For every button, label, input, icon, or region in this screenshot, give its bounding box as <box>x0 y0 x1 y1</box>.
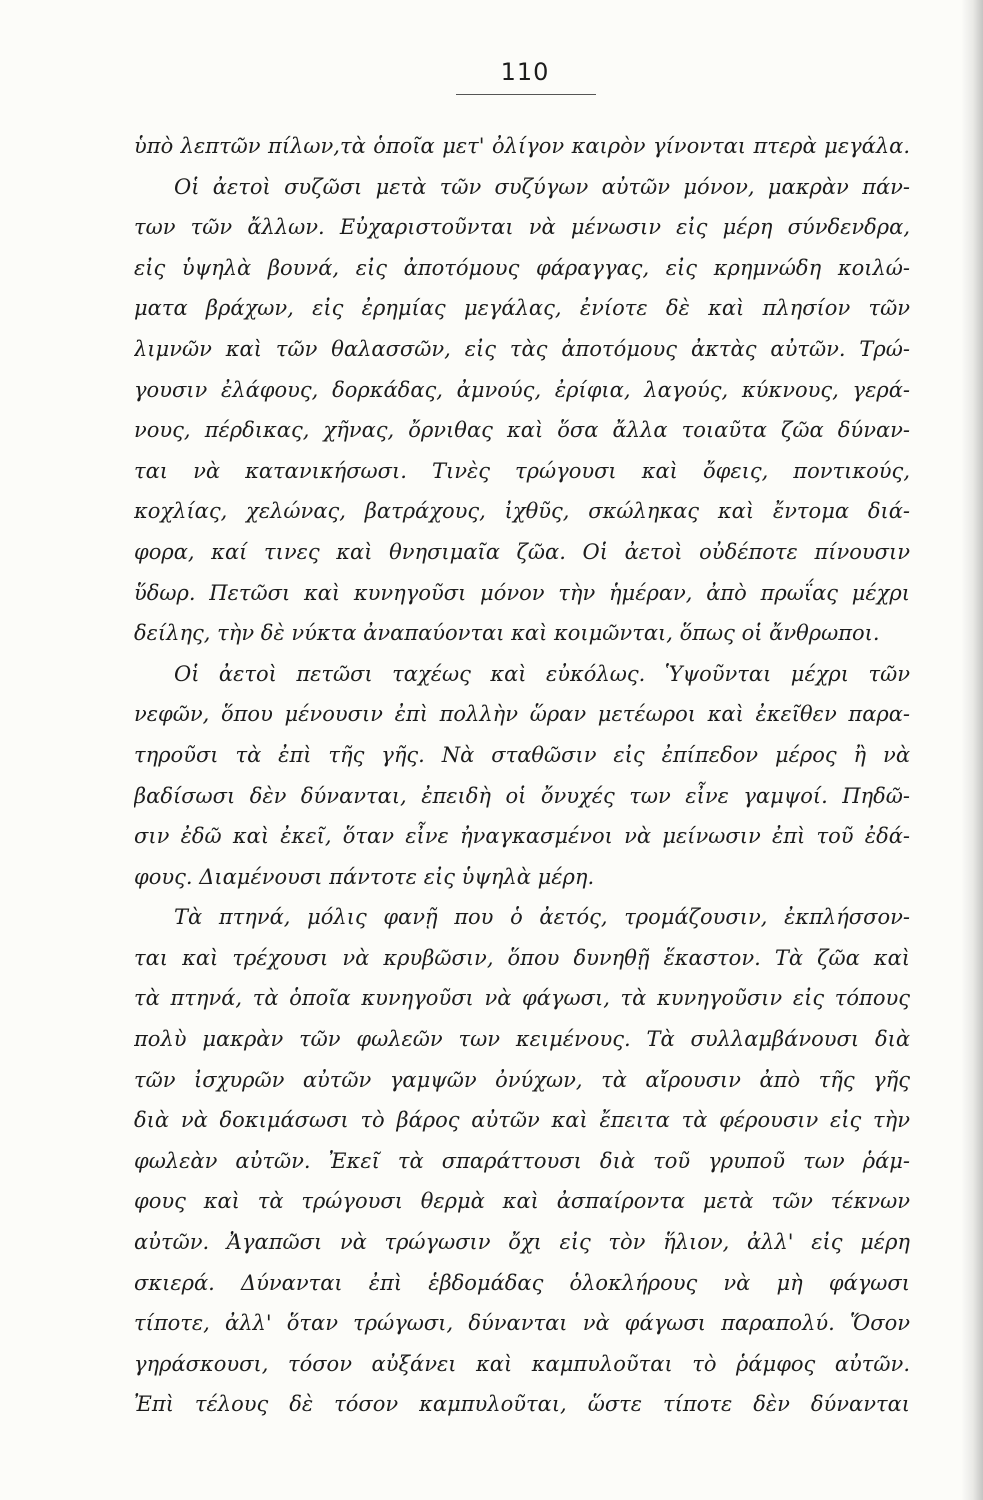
text-line: Οἱ ἀετοὶ συζῶσι μετὰ τῶν συζύγων αὐτῶν μόνον, μακρὰν πάν- <box>174 174 910 199</box>
text-line: αὐτῶν. Ἀγαπῶσι νὰ τρώγωσιν ὄχι εἰς τὸν ἥλιον, ἀλλ' εἰς μέρη <box>134 1230 910 1255</box>
text-line: εἰς ὑψηλὰ βουνά, εἰς ἀποτόμους φάραγγας, εἰς κρημνώδη κοιλώ- <box>134 255 910 280</box>
text-line: βαδίσωσι δὲν δύνανται, ἐπειδὴ οἱ ὄνυχές των εἶνε γαμψοί. Πηδῶ- <box>134 783 910 808</box>
text-line: νους, πέρδικας, χῆνας, ὄρνιθας καὶ ὅσα ἄλλα τοιαῦτα ζῶα δύναν- <box>134 418 910 443</box>
page-number: 110 <box>500 58 550 86</box>
page-edge-shadow <box>961 0 983 1500</box>
text-line: Τὰ πτηνά, μόλις φανῇ που ὁ ἀετός, τρομάζουσιν, ἐκπλήσσον- <box>174 905 910 930</box>
text-line: Οἱ ἀετοὶ πετῶσι ταχέως καὶ εὐκόλως. Ὑψοῦνται μέχρι τῶν <box>174 661 910 686</box>
text-line: φους καὶ τὰ τρώγουσι θερμὰ καὶ ἀσπαίροντα μετὰ τῶν τέκνων <box>134 1189 910 1214</box>
text-line: Ἐπὶ τέλους δὲ τόσον καμπυλοῦται, ὥστε τίποτε δὲν δύνανται <box>134 1392 910 1417</box>
text-line: λιμνῶν καὶ τῶν θαλασσῶν, εἰς τὰς ἀποτόμους ἀκτὰς αὐτῶν. Τρώ- <box>134 336 910 361</box>
text-line: ὑπὸ λεπτῶν πίλων,τὰ ὁποῖα μετ' ὀλίγον καιρὸν γίνονται πτερὰ μεγάλα. <box>134 134 910 158</box>
text-line: σιν ἐδῶ καὶ ἐκεῖ, ὅταν εἶνε ἠναγκασμένοι νὰ μείνωσιν ἐπὶ τοῦ ἐδά- <box>134 824 910 849</box>
text-line: ται νὰ κατανικήσωσι. Τινὲς τρώγουσι καὶ ὄφεις, ποντικούς, <box>134 458 910 483</box>
text-line: τὰ πτηνά, τὰ ὁποῖα κυνηγοῦσι νὰ φάγωσι, τὰ κυνηγοῦσιν εἰς τόπους <box>134 986 910 1011</box>
text-line: δείλης, τὴν δὲ νύκτα ἀναπαύονται καὶ κοιμῶνται, ὅπως οἱ ἄνθρωποι. <box>134 621 880 646</box>
text-line: ται καὶ τρέχουσι νὰ κρυβῶσιν, ὅπου δυνηθῇ ἕκαστον. Τὰ ζῶα καὶ <box>134 945 910 970</box>
text-line: τίποτε, ἀλλ' ὅταν τρώγωσι, δύνανται νὰ φάγωσι παραπολύ. Ὅσον <box>134 1311 910 1336</box>
text-line: πολὺ μακρὰν τῶν φωλεῶν των κειμένους. Τὰ συλλαμβάνουσι διὰ <box>134 1027 910 1052</box>
text-line: τῶν ἰσχυρῶν αὐτῶν γαμψῶν ὀνύχων, τὰ αἴρουσιν ἀπὸ τῆς γῆς <box>134 1067 910 1092</box>
text-line: διὰ νὰ δοκιμάσωσι τὸ βάρος αὐτῶν καὶ ἔπειτα τὰ φέρουσιν εἰς τὴν <box>134 1108 910 1133</box>
text-line: φωλεὰν αὐτῶν. Ἐκεῖ τὰ σπαράττουσι διὰ τοῦ γρυποῦ των ῥάμ- <box>134 1148 910 1173</box>
text-line: φους. Διαμένουσι πάντοτε εἰς ὑψηλὰ μέρη. <box>134 864 595 889</box>
text-line: τηροῦσι τὰ ἐπὶ τῆς γῆς. Νὰ σταθῶσιν εἰς ἐπίπεδον μέρος ἢ νὰ <box>134 742 910 767</box>
text-line: ματα βράχων, εἰς ἐρημίας μεγάλας, ἐνίοτε δὲ καὶ πλησίον τῶν <box>134 296 910 321</box>
text-line: γηράσκουσι, τόσον αὐξάνει καὶ καμπυλοῦται τὸ ῥάμφος αὐτῶν. <box>134 1351 910 1376</box>
text-line: νεφῶν, ὅπου μένουσιν ἐπὶ πολλὴν ὥραν μετέωροι καὶ ἐκεῖθεν παρα- <box>134 702 910 727</box>
text-line: φορα, καί τινες καὶ θνησιμαῖα ζῶα. Οἱ ἀετοὶ οὐδέποτε πίνουσιν <box>134 539 910 564</box>
text-line: ὕδωρ. Πετῶσι καὶ κυνηγοῦσι μόνον τὴν ἡμέραν, ἀπὸ πρωΐας μέχρι <box>134 580 910 605</box>
text-line: των τῶν ἄλλων. Εὐχαριστοῦνται νὰ μένωσιν εἰς μέρη σύνδενδρα, <box>134 215 910 240</box>
text-line: σκιερά. Δύνανται ἐπὶ ἑβδομάδας ὁλοκλήρους νὰ μὴ φάγωσι <box>134 1270 910 1295</box>
body-text <box>134 126 910 1425</box>
text-line: γουσιν ἐλάφους, δορκάδας, ἀμνούς, ἐρίφια, λαγούς, κύκνους, γερά- <box>134 377 910 402</box>
text-line: κοχλίας, χελώνας, βατράχους, ἰχθῦς, σκώληκας καὶ ἔντομα διά- <box>134 499 910 524</box>
page-number-rule <box>456 94 596 95</box>
